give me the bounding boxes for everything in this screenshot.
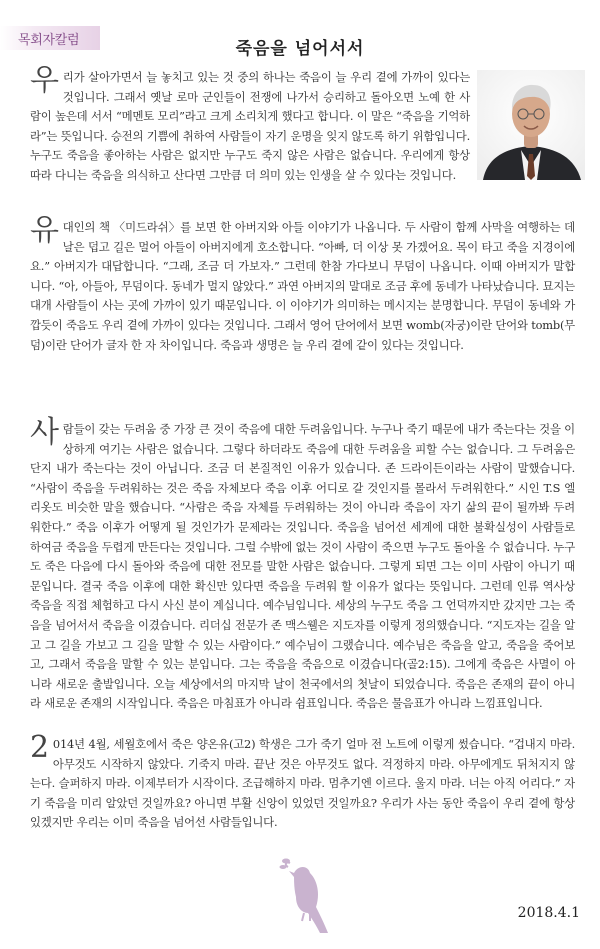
article-title: 죽음을 넘어서서 [235, 39, 365, 59]
paragraph-3-text: 람들이 갖는 두려움 중 가장 큰 것이 죽음에 대한 두려움입니다. 누구나 죽기 때문에 내가 죽는다는 것을 이상하게 여기는 사람은 없습니다. 그렇다 하더라도 죽음에 대한 두려움을 피할 수는 없습니다. 그 두려움은 단지 내가 죽는다는 것이 아닙니다. 조금 더 본질적인 이유가 있습니다. 존 드라이든이라는 사람이 말했습니다. “사람이 죽음을 두려워하는 것은 죽음 자체보다 죽음 이후 어디로 갈 것인지를 몰라서 두려워한다.” 시인 T.S 엘리옷도 비슷한 말을 했습니다. “사람은 죽음 자체를 두려워하는 것이 아니라 죽음이 자기 삶의 끝이 될까봐 두려워한다.” 죽음 이후가 어떻게 될 것인가가 문제라는 것입니다. 죽음을 넘어선 세계에 대한 불확실성이 사람들로 하여금 죽음을 두렵게 만든다는 것입니다. 그럴 수밖에 없는 것이 사람이 죽으면 누구도 돌아올 수 없습니다. 누구도 죽은 다음에 다시 돌아와 죽음에 대한 전모를 말한 사람은 없습니다. 그렇게 되면 그는 이미 사람이 아니기 때문입니다. 결국 죽음 이후에 대한 확신만 있다면 죽음을 두려워 할 이유가 없다는 뜻입니다. 그런데 인류 역사상 죽음을 직접 체험하고 다시 사신 분이 계십니다. 예수님입니다. 세상의 누구도 죽음 그 언덕까지만 갔지만 그는 죽음을 넘어서서 죽음을 이겼습니다. 리더십 전문가 존 맥스웰은 지도자를 이렇게 정의했습니다. “지도자는 길을 알고 그 길을 가보고 그 길을 말할 수 있는 사람이다.” 예수님이 그랬습니다. 예수님은 죽음을 알고, 죽음을 죽어보고, 그래서 죽음을 말할 수 있는 분입니다. 그는 죽음을 죽음으로 이겼습니다(골2:15). 그에게 죽음은 사멸이 아니라 새로운 출발입니다. 오늘 세상에서의 마지막 날이 천국에서의 첫날이 되었습니다. 죽음은 존재의 끝이 아니라 새로운 존재의 시작입니다. 죽음은 마침표가 아니라 쉼표입니다. 죽음은 물음표가 아니라 느낌표입니다. [30, 422, 575, 711]
article-paragraph-2 [30, 213, 575, 355]
bird-silhouette-icon [276, 855, 336, 935]
paragraph-1-text: 리가 살아가면서 늘 놓치고 있는 것 중의 하나는 죽음이 늘 우리 곁에 가까이 있다는 것입니다. 그래서 옛날 로마 군인들이 전쟁에 나가서 승리하고 돌아오면 노예 한 사람이 높은데 서서 “메멘토 모리”라고 크게 소리치게 했다고 합니다. 이 말은 “죽음을 기억하라”는 뜻입니다. 승전의 기쁨에 취하여 사람들이 자기 운명을 잊지 않도록 하기 위함입니다. 누구도 죽음을 좋아하는 사람은 없지만 누구도 죽지 않은 사람은 없습니다. 우리에게 항상 따라 다니는 죽음을 의식하고 산다면 그만큼 더 의미 있는 인생을 살 수 있다는 것입니다. [30, 70, 470, 182]
dropcap-4: 2 [30, 730, 49, 765]
column-header [0, 0, 600, 60]
article-paragraph-4 [30, 730, 575, 833]
article-paragraph-1 [30, 63, 470, 186]
portrait-image [477, 70, 585, 180]
paragraph-4-text: 014년 4월, 세월호에서 죽은 양온유(고2) 학생은 그가 죽기 얼마 전 노트에 이렇게 썼습니다. “겁내지 마라. 아무것도 시작하지 않았다. 기죽지 마라. 끝난 것은 아무것도 없다. 걱정하지 마라. 아무에게도 뒤처지지 않는다. 슬퍼하지 마라. 이제부터가 시작이다. 조급해하지 마라. 멈추기엔 이르다. 울지 마라. 너는 아직 어리다.” 자기 죽음을 미리 알았던 것일까요? 아니면 부활 신앙이 있었던 것일까요? 우리가 사는 동안 죽음이 우리 곁에 항상 있겠지만 우리는 이미 죽음을 넘어선 사람들입니다. [30, 737, 575, 830]
dropcap-2: 유 [30, 213, 59, 248]
article-paragraph-3 [30, 415, 575, 714]
author-portrait [477, 70, 585, 180]
article-date: 2018.4.1 [517, 905, 580, 921]
dropcap-3: 사 [30, 415, 59, 450]
dropcap-1: 우 [30, 63, 59, 98]
paragraph-2-text: 대인의 책 〈미드라쉬〉를 보면 한 아버지와 아들 이야기가 나옵니다. 두 사람이 함께 사막을 여행하는 데 날은 덥고 길은 멀어 아들이 아버지에게 호소합니다. “아빠, 더 이상 못 가겠어요. 목이 타고 죽을 지경이에요.” 아버지가 대답합니다. “그래, 조금 더 가보자.” 그런데 한참 가다보니 무덤이 나옵니다. 이때 아버지가 말합니다. “아, 아들아, 무덤이다. 동네가 멀지 않았다.” 과연 아버지의 말대로 조금 후에 동네가 나타났습니다. 묘지는 대개 사람들이 사는 곳에 가까이 있기 때문입니다. 이 이야기가 의미하는 메시지는 분명합니다. 무덤이 동네와 가깝듯이 죽음도 우리 곁에 가까이 있다는 것입니다. 그래서 영어 단어에서 보면 womb(자궁)이란 단어와 tomb(무덤)이란 단어가 글자 한 자 차이입니다. 죽음과 생명은 늘 우리 곁에 같이 있다는 것입니다. [30, 220, 575, 352]
column-label: 목회자칼럼 [18, 33, 80, 48]
